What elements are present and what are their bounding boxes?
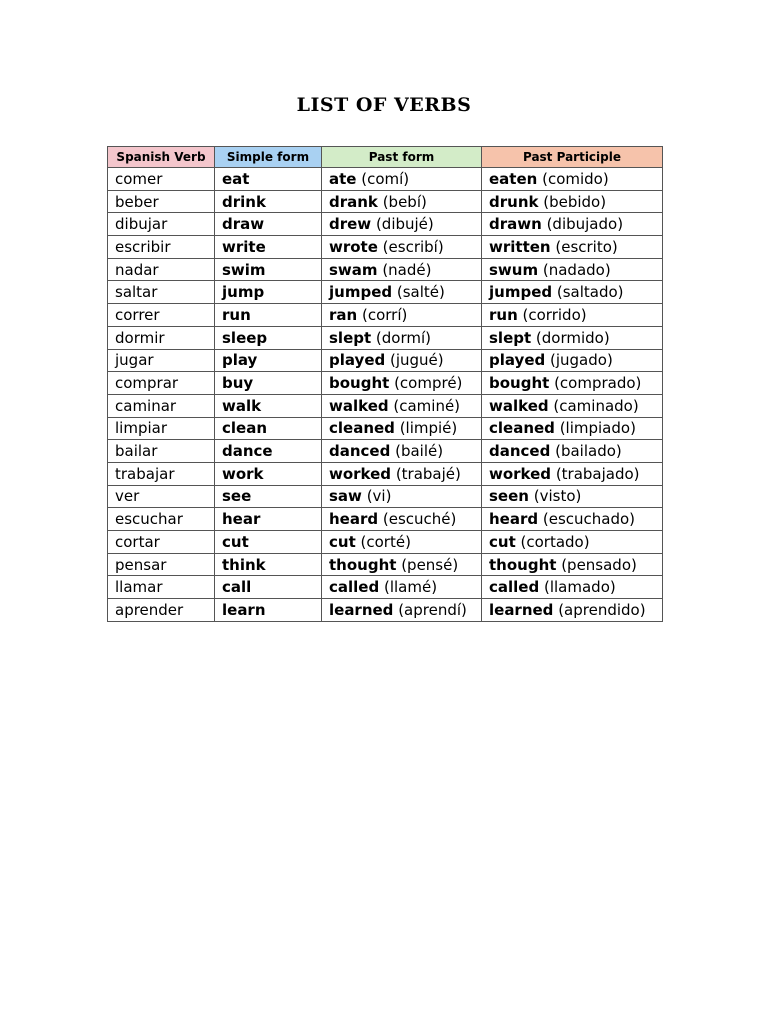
past-participle-cell [482,417,663,440]
table-row [108,462,663,485]
simple-form-cell [215,168,322,191]
past-participle: slept [489,328,532,347]
past-form-cell [322,394,482,417]
past-participle-spanish: (limpiado) [554,419,636,438]
past-participle-spanish: (bebido) [538,192,607,211]
past-form-cell [322,326,482,349]
verbs-table [107,146,663,622]
past-form: ran [329,305,358,324]
spanish-verb: bailar [115,442,158,461]
spanish-verb-cell [108,508,215,531]
spanish-verb: aprender [115,600,184,619]
simple-form: write [222,237,266,256]
table-row [108,599,663,622]
spanish-verb: dormir [115,328,165,347]
simple-form: run [222,305,251,324]
past-participle-cell [482,485,663,508]
past-form: cleaned [329,419,395,438]
simple-form-cell [215,326,322,349]
simple-form: clean [222,419,268,438]
table-row [108,281,663,304]
spanish-verb: correr [115,305,160,324]
table-row [108,531,663,554]
past-form: slept [329,328,372,347]
spanish-verb: caminar [115,396,177,415]
past-form-cell [322,258,482,281]
past-participle-spanish: (aprendido) [553,600,646,619]
past-form-spanish: (limpié) [394,419,458,438]
past-form: worked [329,464,392,483]
past-participle: danced [489,442,551,461]
past-form-spanish: (bebí) [377,192,427,211]
spanish-verb: comprar [115,374,179,393]
past-participle-spanish: (saltado) [552,283,624,302]
past-participle: swum [489,260,539,279]
header-simple-form: Simple form [215,147,322,168]
past-form-spanish: (bailé) [390,442,444,461]
spanish-verb: escribir [115,237,171,256]
simple-form-cell [215,258,322,281]
simple-form-cell [215,394,322,417]
spanish-verb-cell [108,372,215,395]
header-past-participle: Past Participle [482,147,663,168]
simple-form: hear [222,510,261,529]
spanish-verb-cell [108,258,215,281]
past-form: walked [329,396,389,415]
header-past-form: Past form [322,147,482,168]
simple-form-cell [215,236,322,259]
spanish-verb-cell [108,599,215,622]
past-form-cell [322,462,482,485]
simple-form: think [222,555,266,574]
past-form-spanish: (caminé) [388,396,461,415]
past-participle-cell [482,531,663,554]
past-form-spanish: (dibujé) [371,215,434,234]
spanish-verb-cell [108,213,215,236]
simple-form: sleep [222,328,268,347]
past-form-cell [322,372,482,395]
past-participle: seen [489,487,529,506]
past-form-cell [322,531,482,554]
page-title: LIST OF VERBS [296,94,472,116]
simple-form: see [222,487,252,506]
past-participle-cell [482,190,663,213]
past-participle-spanish: (jugado) [545,351,613,370]
table-row [108,304,663,327]
spanish-verb: jugar [115,351,154,370]
past-participle-cell [482,258,663,281]
table-body [108,168,663,622]
simple-form-cell [215,599,322,622]
past-participle: written [489,237,551,256]
past-form-cell [322,440,482,463]
past-participle-cell [482,599,663,622]
spanish-verb-cell [108,190,215,213]
simple-form-cell [215,485,322,508]
past-participle-spanish: (dormido) [531,328,610,347]
past-form-cell [322,508,482,531]
past-form-spanish: (nadé) [377,260,432,279]
past-form: ate [329,169,357,188]
past-form: heard [329,510,379,529]
past-participle: called [489,578,540,597]
spanish-verb-cell [108,304,215,327]
past-participle-cell [482,349,663,372]
table-row [108,349,663,372]
past-participle-spanish: (dibujado) [541,215,624,234]
simple-form: dance [222,442,273,461]
table-row [108,236,663,259]
spanish-verb: dibujar [115,215,168,234]
past-participle-cell [482,168,663,191]
past-form-spanish: (llamé) [379,578,438,597]
spanish-verb-cell [108,462,215,485]
simple-form: jump [222,283,265,302]
past-form: played [329,351,386,370]
simple-form: swim [222,260,266,279]
spanish-verb-cell [108,531,215,554]
table-row [108,372,663,395]
spanish-verb: limpiar [115,419,167,438]
past-form: wrote [329,237,378,256]
past-participle-cell [482,213,663,236]
simple-form: draw [222,215,265,234]
simple-form-cell [215,372,322,395]
spanish-verb: nadar [115,260,159,279]
past-form-cell [322,485,482,508]
past-participle-cell [482,553,663,576]
past-form-cell [322,576,482,599]
past-form-spanish: (pensé) [396,555,459,574]
past-participle: played [489,351,546,370]
past-form-cell [322,599,482,622]
simple-form-cell [215,349,322,372]
past-form-cell [322,213,482,236]
past-participle: run [489,305,518,324]
spanish-verb: comer [115,169,163,188]
past-participle-spanish: (corrido) [517,305,587,324]
simple-form-cell [215,576,322,599]
spanish-verb-cell [108,326,215,349]
past-form: danced [329,442,391,461]
past-participle-cell [482,508,663,531]
past-participle: cleaned [489,419,555,438]
past-form-spanish: (vi) [361,487,392,506]
past-form: cut [329,532,356,551]
spanish-verb-cell [108,485,215,508]
spanish-verb-cell [108,281,215,304]
past-form-spanish: (trabajé) [391,464,461,483]
table-row [108,553,663,576]
past-form-spanish: (compré) [389,374,463,393]
past-participle: thought [489,555,557,574]
past-participle-spanish: (bailado) [550,442,622,461]
spanish-verb-cell [108,236,215,259]
past-form: learned [329,600,394,619]
spanish-verb-cell [108,417,215,440]
simple-form: walk [222,396,262,415]
simple-form: eat [222,169,250,188]
spanish-verb: cortar [115,532,160,551]
past-participle-spanish: (pensado) [556,555,637,574]
spanish-verb-cell [108,576,215,599]
past-participle-spanish: (cortado) [515,532,590,551]
past-participle: bought [489,374,550,393]
table-row [108,485,663,508]
past-participle: drunk [489,192,539,211]
past-participle: heard [489,510,539,529]
past-participle: eaten [489,169,538,188]
simple-form-cell [215,553,322,576]
past-form-spanish: (aprendí) [393,600,467,619]
simple-form: work [222,464,264,483]
table-row [108,508,663,531]
past-form-cell [322,304,482,327]
past-participle: walked [489,396,549,415]
past-participle: cut [489,532,516,551]
past-form-spanish: (corrí) [357,305,408,324]
past-form-cell [322,281,482,304]
past-participle-cell [482,236,663,259]
past-form-spanish: (salté) [392,283,445,302]
spanish-verb-cell [108,440,215,463]
simple-form-cell [215,281,322,304]
simple-form: drink [222,192,266,211]
spanish-verb-cell [108,168,215,191]
past-form-cell [322,349,482,372]
spanish-verb: escuchar [115,510,183,529]
past-participle-cell [482,326,663,349]
table-row [108,394,663,417]
past-participle-spanish: (comprado) [549,374,642,393]
spanish-verb-cell [108,349,215,372]
past-form-cell [322,553,482,576]
simple-form-cell [215,462,322,485]
past-participle-spanish: (escrito) [550,237,618,256]
past-participle-spanish: (comido) [537,169,609,188]
past-form-spanish: (escribí) [377,237,444,256]
past-form: drank [329,192,378,211]
past-form-cell [322,190,482,213]
past-form-spanish: (escuché) [378,510,457,529]
past-participle: jumped [489,283,553,302]
simple-form: call [222,578,252,597]
past-participle: drawn [489,215,542,234]
simple-form-cell [215,190,322,213]
past-form: jumped [329,283,393,302]
table-row [108,417,663,440]
simple-form-cell [215,531,322,554]
past-participle: learned [489,600,554,619]
simple-form-cell [215,417,322,440]
table-row [108,168,663,191]
past-participle-spanish: (nadado) [538,260,611,279]
spanish-verb: pensar [115,555,167,574]
spanish-verb: trabajar [115,464,175,483]
past-participle-cell [482,440,663,463]
past-form: saw [329,487,362,506]
past-form-spanish: (corté) [355,532,411,551]
simple-form: cut [222,532,249,551]
past-form-spanish: (dormí) [371,328,432,347]
spanish-verb-cell [108,553,215,576]
past-form-spanish: (jugué) [385,351,444,370]
past-form-cell [322,236,482,259]
past-form-cell [322,168,482,191]
table-header-row [108,147,663,168]
past-form-spanish: (comí) [356,169,410,188]
spanish-verb: llamar [115,578,163,597]
table-row [108,576,663,599]
simple-form: play [222,351,258,370]
past-form: drew [329,215,372,234]
past-participle-spanish: (caminado) [548,396,639,415]
simple-form: buy [222,374,254,393]
simple-form-cell [215,440,322,463]
table-row [108,326,663,349]
spanish-verb: beber [115,192,159,211]
past-participle: worked [489,464,552,483]
simple-form: learn [222,600,266,619]
past-participle-cell [482,281,663,304]
past-participle-cell [482,394,663,417]
past-form: bought [329,374,390,393]
simple-form-cell [215,508,322,531]
past-form: thought [329,555,397,574]
past-participle-cell [482,372,663,395]
table-row [108,190,663,213]
past-participle-cell [482,304,663,327]
past-form: swam [329,260,378,279]
past-form-cell [322,417,482,440]
table-row [108,440,663,463]
simple-form-cell [215,304,322,327]
past-participle-spanish: (llamado) [539,578,616,597]
table-row [108,258,663,281]
past-participle-cell [482,576,663,599]
spanish-verb: saltar [115,283,158,302]
past-participle-spanish: (escuchado) [538,510,636,529]
header-spanish-verb: Spanish Verb [108,147,215,168]
past-participle-spanish: (visto) [528,487,582,506]
spanish-verb-cell [108,394,215,417]
simple-form-cell [215,213,322,236]
past-participle-spanish: (trabajado) [551,464,640,483]
past-form: called [329,578,380,597]
table-row [108,213,663,236]
past-participle-cell [482,462,663,485]
spanish-verb: ver [115,487,140,506]
